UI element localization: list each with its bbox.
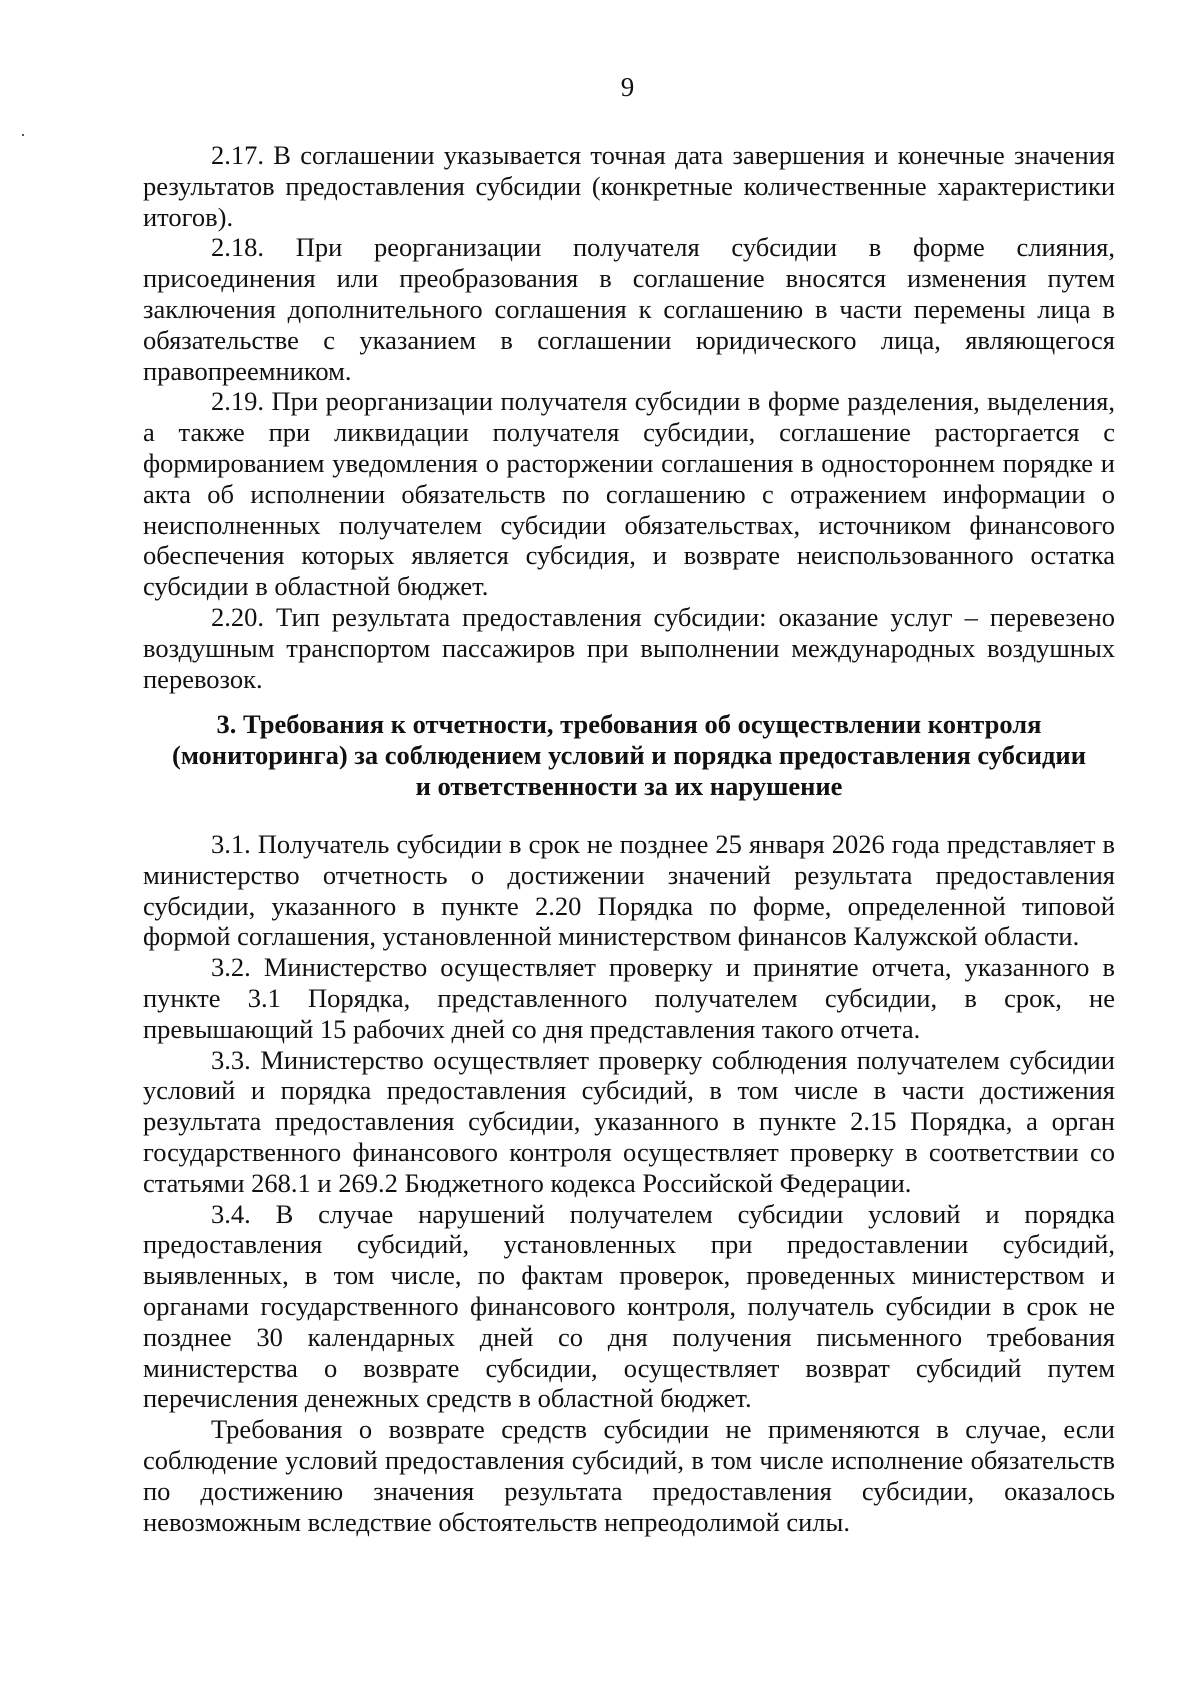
paragraph-2-18: 2.18. При реорганизации получателя субсидии в форме слияния, присоединения или преобразования в соглашение вносятся изменения путем заключения дополнительного соглашения к соглашению в части перемены лица в обязательстве с указанием в соглашении юридического лица, являющегося правопреемником.	[143, 232, 1115, 386]
page-number: 9	[620, 72, 635, 102]
section-3-heading-line: и ответственности за их нарушение	[415, 771, 843, 801]
paragraph-2-19: 2.19. При реорганизации получателя субсидии в форме разделения, выделения, а также при ликвидации получателя субсидии, соглашение расторгается с формированием уведомления о расторжении соглашения в одностороннем порядке и акта об исполнении обязательств по соглашению с отражением информации о неисполненных получателем субсидии обязательствах, источником финансового обеспечения которых является субсидия, и возврате неиспользованного остатка субсидии в областной бюджет.	[143, 386, 1115, 602]
paragraph-3-4: 3.4. В случае нарушений получателем субсидии условий и порядка предоставления субсидий, установленных при предоставлении субсидий, выявленных, в том числе, по фактам проверок, проведенных министерством и органами государственного финансового контроля, получатель субсидии в срок не позднее 30 календарных дней со дня получения письменного требования министерства о возврате субсидии, осуществляет возврат субсидий путем перечисления денежных средств в областной бюджет.	[143, 1198, 1115, 1414]
section-3-heading-line: (мониторинга) за соблюдением условий и порядка предоставления субсидии	[172, 740, 1086, 770]
section-2-continuation	[143, 140, 1115, 694]
paragraph-2-17: 2.17. В соглашении указывается точная дата завершения и конечные значения результатов предоставления субсидии (конкретные количественные характеристики итогов).	[143, 140, 1115, 232]
paragraph-2-20: 2.20. Тип результата предоставления субсидии: оказание услуг – перевезено воздушным транспортом пассажиров при выполнении международных воздушных перевозок.	[143, 601, 1115, 694]
paragraph-3-1: 3.1. Получатель субсидии в срок не позднее 25 января 2026 года представляет в министерство отчетность о достижении значений результата предоставления субсидии, указанного в пункте 2.20 Порядка по форме, определенной типовой формой соглашения, установленной министерством финансов Калужской области.	[143, 829, 1115, 952]
section-3-heading-line: 3. Требования к отчетности, требования об осуществлении контроля	[216, 709, 1042, 739]
section-3-body	[143, 829, 1115, 1537]
section-3-heading	[143, 709, 1115, 802]
paragraph-3-4-continuation: Требования о возврате средств субсидии не применяются в случае, если соблюдение условий предоставления субсидий, в том числе исполнение обязательств по достижению значения результата предоставления субсидии, оказалось невозможным вследствие обстоятельств непреодолимой силы.	[143, 1414, 1115, 1537]
paragraph-3-3: 3.3. Министерство осуществляет проверку соблюдения получателем субсидии условий и порядка предоставления субсидий, в том числе в части достижения результата предоставления субсидии, указанного в пункте 2.15 Порядка, а орган государственного финансового контроля осуществляет проверку в соответствии со статьями 268.1 и 269.2 Бюджетного кодекса Российской Федерации.	[143, 1044, 1115, 1198]
paragraph-3-2: 3.2. Министерство осуществляет проверку и принятие отчета, указанного в пункте 3.1 Порядка, представленного получателем субсидии, в срок, не превышающий 15 рабочих дней со дня представления такого отчета.	[143, 952, 1115, 1044]
scan-speck	[22, 134, 24, 136]
